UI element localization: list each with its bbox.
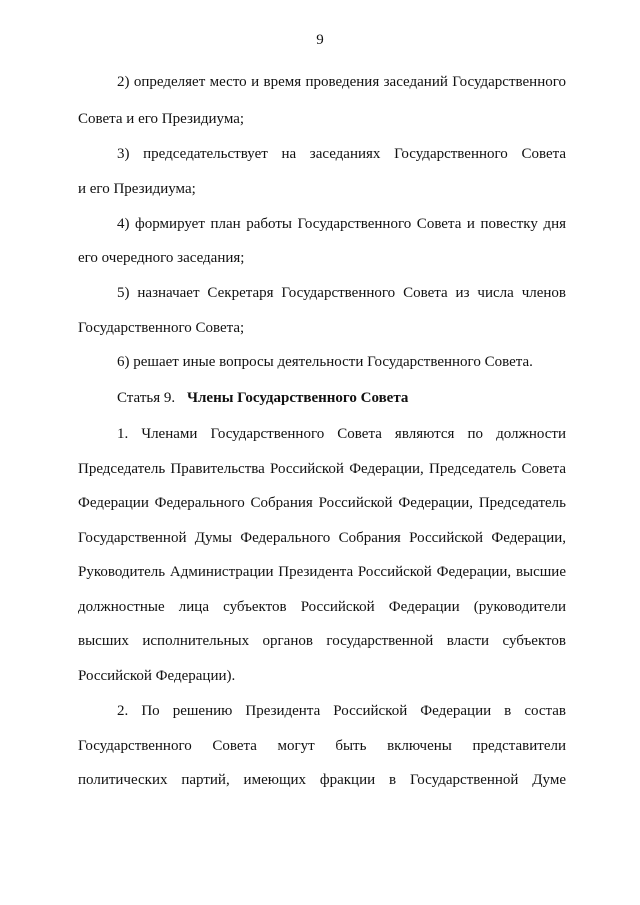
item-5-line-1: 5) назначает Секретаря Государственного Совета из числа членов	[117, 285, 566, 301]
page-number: 9	[316, 32, 324, 48]
part-1-line-4: Государственной Думы Федерального Собрания Российской Федерации,	[78, 530, 566, 546]
item-6-line-1: 6) решает иные вопросы деятельности Государственного Совета.	[117, 354, 533, 370]
part-1-line-2: Председатель Правительства Российской Федерации, Председатель Совета	[78, 461, 566, 477]
item-2-line-2: Совета и его Президиума;	[78, 111, 245, 127]
part-1-line-8: Российской Федерации).	[78, 668, 236, 684]
part-1-line-6: должностные лица субъектов Российской Федерации (руководители	[78, 599, 566, 615]
article-title: Члены Государственного Совета	[187, 390, 409, 406]
part-2-line-2: Государственного Совета могут быть включены представители	[78, 738, 566, 754]
part-1-line-3: Федерации Федерального Собрания Российской Федерации, Председатель	[78, 495, 566, 511]
part-1-line-5: Руководитель Администрации Президента Российской Федерации, высшие	[78, 564, 566, 580]
item-4-line-1: 4) формирует план работы Государственного Совета и повестку дня	[117, 216, 566, 232]
part-1-line-1: 1. Членами Государственного Совета являются по должности	[117, 426, 566, 442]
item-2-line-1: 2) определяет место и время проведения заседаний Государственного	[117, 74, 566, 90]
part-2-line-3: политических партий, имеющих фракции в Государственной Думе	[78, 772, 566, 788]
article-label: Статья 9.	[117, 390, 176, 406]
part-2-line-1: 2. По решению Президента Российской Федерации в состав	[117, 703, 566, 719]
part-1-line-7: высших исполнительных органов государственной власти субъектов	[78, 633, 566, 649]
item-4-line-2: его очередного заседания;	[78, 250, 245, 266]
item-3-line-1: 3) председательствует на заседаниях Государственного Совета	[117, 146, 566, 162]
item-3-line-2: и его Президиума;	[78, 181, 196, 197]
item-5-line-2: Государственного Совета;	[78, 320, 245, 336]
